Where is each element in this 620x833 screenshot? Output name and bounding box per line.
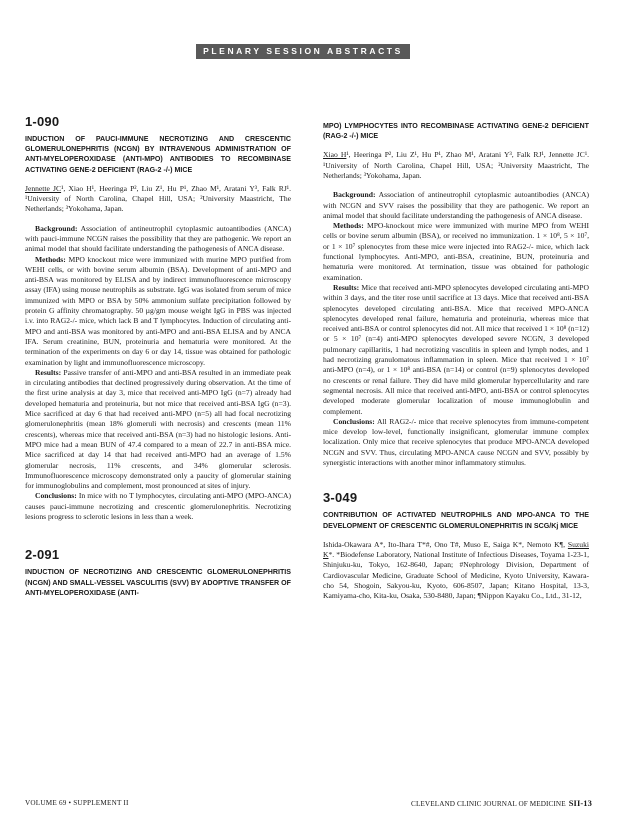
page-number: SII-13 — [568, 798, 592, 808]
author-list — [323, 150, 589, 181]
abstract-id: 3-049 — [323, 490, 358, 506]
background-paragraph: Background: Association of antineutrophil cytoplasmic autoantibodies (ANCA) with NCGN and SVV raises the possibility that they are pathogenic. We report an animal model that should facilitate understanding the pathogenesis of ANCA disease. — [323, 190, 589, 220]
abstract-id: 2-091 — [25, 547, 60, 563]
author-list — [25, 184, 291, 215]
methods-paragraph: Methods: MPO knockout mice were immunized with murine MPO purified from WEHI cells, or with bovine serum albumin (BSA). Development of anti-MPO and anti-BSA was monitored by ELISA and by indirect immunofluorescence microscopy assay (IFA) using mouse neutrophils as substrate. IgG was isolated from serum of mice immunized with MPO or BSA by 50% ammonium sulfate precipitation followed by protein G affinity chromatography. 50 µg/gm mouse weight IgG in PBS was injected i.v. into RAG2-/- mice, which lack B and T lymphocytes. Induction of circulating anti-MPO and anti-BSA was monitored by anti-MPO and anti-BSA ELISA and by ANCA IFA. Serum creatinine, BUN, proteinuria and hematuria were monitored. At the termination of the experiments on day 6 or day 14, tissue was obtained for pathologic examination by light and immunofluorescence microscopy. — [25, 254, 291, 367]
methods-label: Methods: — [333, 221, 364, 231]
results-paragraph: Results: Mice that received anti-MPO splenocytes developed circulating anti-MPO within 3 days, and the titer rose until sacrifice at 13 days. Mice that received anti-BSA splenocytes developed circulating anti-BSA. Mice that received MPO-ANCA splenocytes developed renal failure, hematuria and proteinuria, whereas mice that received anti-BSA or control splenocytes did not. All mice that received 1 × 10⁸ (n=12) or 5 × 10⁷ (n=4) anti-MPO splenocytes developed severe NCGN, 3 developed pulmonary capillaritis, 1 had necrotizing vasculitis in spleen and lymph nodes, and 1 had necrotizing granulomatous inflammation in spleen. Mice that received 1 × 10⁷ anti-MPO (n=4), or 1 × 10⁸ anti-BSA (n=14) or control (n=9) splenocytes developed no crescents or renal failure. They did have mild glomerular hypercellularity and rare segmental necrosis. All mice that received anti-MPO, anti-BSA or control splenocytes developed moderate glomerular localization of mouse immunoglobulin and complement. — [323, 282, 589, 416]
journal-name: CLEVELAND CLINIC JOURNAL OF MEDICINE — [411, 800, 566, 808]
author-affiliations: ¹, Heeringa P², Liu Z¹, Hu P¹, Zhao M¹, Aratani Y³, Falk RJ¹, Jennette JC¹. ¹University of North Carolina, Chapel Hill, USA; ²University Maastricht, The Netherlands; ³Yokohama, Japan. — [323, 150, 589, 180]
presenting-author: Jennette JC — [25, 183, 62, 193]
background-label: Background: — [35, 223, 78, 233]
background-label: Background: — [333, 190, 376, 200]
conclusions-label: Conclusions: — [35, 491, 77, 501]
conclusions-label: Conclusions: — [333, 416, 375, 426]
left-column — [25, 114, 291, 598]
methods-label: Methods: — [35, 254, 66, 264]
conclusions-paragraph: Conclusions: All RAG2-/- mice that receive splenocytes from immune-competent mice develop low-level, functionally insignificant, glomerular immune complex localization. Only mice that receive splenocytes that produce MPO-ANCA developed NCGN and SVV. Thus, circulating MPO-ANCA cause NCGN and SVV, possibly by synergistic interactions with another minor inflammatory stimulus. — [323, 416, 589, 468]
right-column — [323, 121, 589, 602]
footer-volume: VOLUME 69 • SUPPLEMENT II — [25, 799, 129, 807]
methods-paragraph: Methods: MPO-knockout mice were immunized with murine MPO from WEHI cells or bovine serum albumin (BSA), or received no immunization. 1 × 10⁸, 5 × 10⁷, or 1 × 10⁷ splenocytes from these mice were injected into RAG2-/- mice, which lack functional lymphocytes. Anti-MPO, anti-BSA, creatinine, BUN, proteinuria and hematuria were monitored. At termination, tissue was obtained for pathologic examination. — [323, 221, 589, 282]
abstract-title: INDUCTION OF NECROTIZING AND CRESCENTIC GLOMERULONEPHRITIS (NCGN) AND SMALL-VESSEL VASCULITIS (SVV) BY ADOPTIVE TRANSFER OF ANTI-MYELOPEROXIDASE (ANTI- — [25, 568, 291, 597]
author-list: Ishida-Okawara A*, Ito-Ihara T*#, Ono T#, Muso E, Saiga K*, Nemoto K¶, Suzuki K*. *Biodefense Laboratory, National Institute of Infectious Diseases, Toyama 1-23-1, Shinjuku-ku, Tokyo, 162-8640, Japan; #Nephrology Division, Department of Cardiovascular Medicine, Graduate School of Medicine, Kyoto University, Kawara-cho 54, Shogoin, Sakyou-ku, Kyoto, 606-8507, Japan; Kitano Hospital, 13-3, Kamiyama-cho, Kita-ku, Osaka, 530-8480, Japan; ¶Nippon Kayaku Co., Ltd., 31-12, — [323, 539, 589, 601]
abstract-title: CONTRIBUTION OF ACTIVATED NEUTROPHILS AND MPO-ANCA TO THE DEVELOPMENT OF CRESCENTIC GLOMERULONEPHRITIS IN SCG/Kj MICE — [323, 511, 589, 530]
results-paragraph: Results: Passive transfer of anti-MPO and anti-BSA resulted in an immediate peak in circulating antibodies that declined progressively during observation. At the time of the first urine analysis at day 3, mice that received anti-MPO IgG (n=7) already had developed hematuria and proteinuria, but not mice that received anti-BSA IgG (n=3). Mice sacrificed at day 6 that had received anti-MPO (n=5) all had focal necrotizing glomerulonephritis (mean 18% glomeruli with necrosis) and crescents (mean 11% crescents), whereas mice that received anti-BSA (n=3) had no histologic lesions. Anti-MPO mice had a mean BUN of 47.4 compared to a mean of 22.7 in anti-BSA mice. Mice sacrificed at day 14 that had received anti-MPO had an average of 1.5% glomerular necrosis, 11% crescents, and 34% glomerular sclerosis. Immunofluorescence microscopy demonstrated only a paucity of glomerular staining for immunoglobulins and complement, most pronounced at sites of injury. — [25, 367, 291, 491]
background-paragraph: Background: Association of antineutrophil cytoplasmic autoantibodies (ANCA) with pauci-immune NCGN raises the possibility that they are pathogenic. We report an animal model that should facilitate understanding the pathogenesis of ANCA disease. — [25, 223, 291, 254]
presenting-author: Suzuki K — [323, 539, 589, 560]
conclusions-paragraph: Conclusions: In mice with no T lymphocytes, circulating anti-MPO (MPO-ANCA) causes pauci-immune necrotizing and crescentic glomerulonephritis. Necrotizing lesions progress to sclerotic lesions in less than a week. — [25, 491, 291, 522]
abstract-id: 1-090 — [25, 114, 60, 129]
section-banner: PLENARY SESSION ABSTRACTS — [196, 44, 410, 59]
abstract-title-continued: MPO) LYMPHOCYTES INTO RECOMBINASE ACTIVATING GENE-2 DEFICIENT (RAG-2 -/-) MICE — [323, 122, 589, 141]
abstract-title: INDUCTION OF PAUCI-IMMUNE NECROTIZING AND CRESCENTIC GLOMERULONEPHRITIS (NCGN) BY INTRAVENOUS ADMINISTRATION OF ANTI-MYELOPEROXIDASE (ANTI-MPO) ANTIBODIES TO RECOMBINASE ACTIVATING GENE-2 DEFICIENT (RAG-2 -/-) MICE — [25, 135, 291, 174]
footer-journal — [411, 798, 592, 808]
presenting-author: Xiao H — [323, 150, 347, 160]
results-label: Results: — [333, 282, 360, 292]
results-label: Results: — [35, 367, 62, 377]
author-affiliations: ¹, Xiao H¹, Heeringa P², Liu Z¹, Hu P¹, Zhao M¹, Aratani Y³, Falk RJ¹. ¹University of North Carolina, Chapel Hill, USA; ²University Maastricht, The Netherlands; ³Yokohama, Japan. — [25, 183, 291, 214]
